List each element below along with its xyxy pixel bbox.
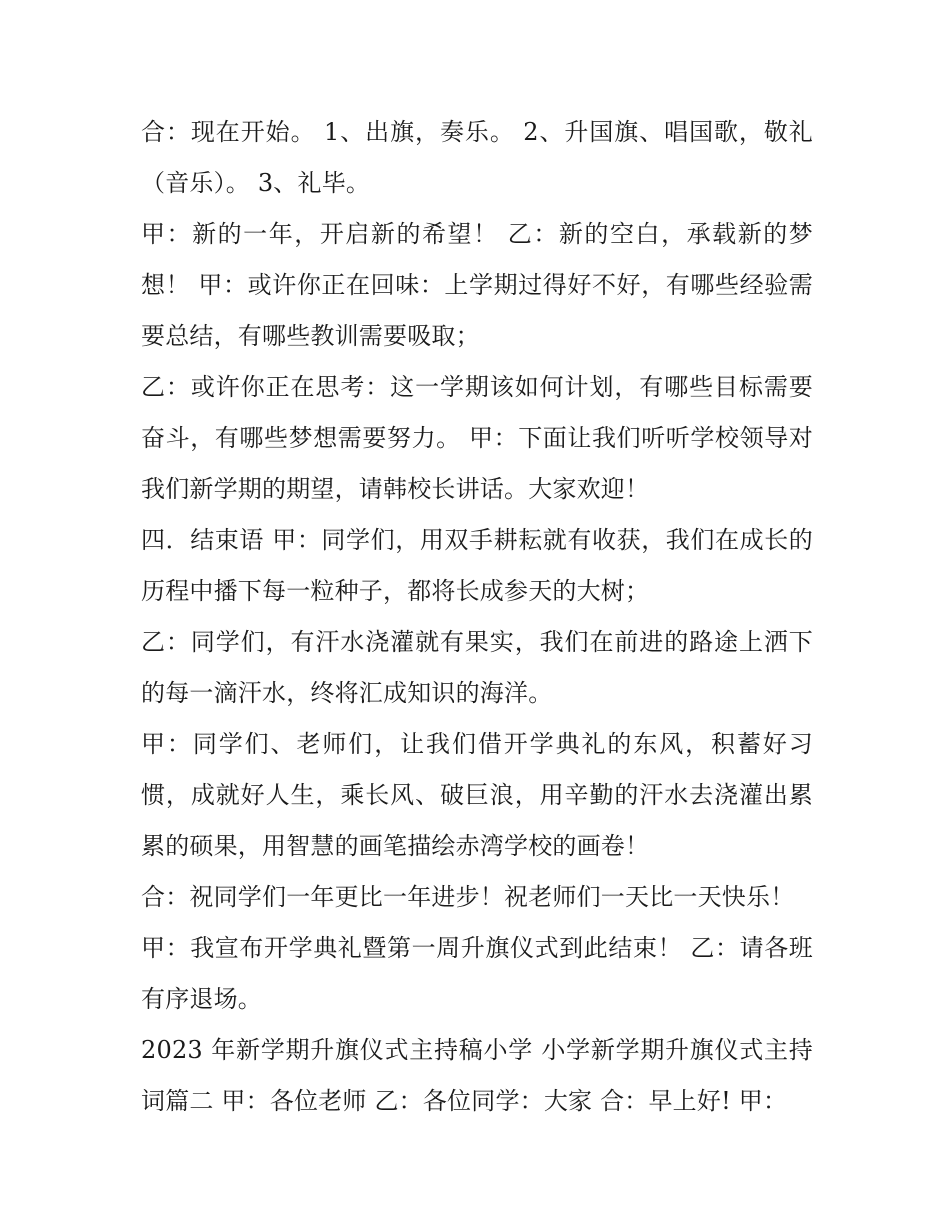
paragraph-sweat: 乙：同学们，有汗水浇灌就有果实，我们在前进的路途上洒下的每一滴汗水，终将汇成知识的海洋。 <box>141 628 813 707</box>
paragraph-new-year: 甲：新的一年，开启新的希望！ 乙：新的空白，承载新的梦想！ 甲：或许你正在回味：上学期过得好不好，有哪些经验需要总结，有哪些教训需要吸取； <box>141 220 813 350</box>
paragraph-closing-words: 四．结束语 甲：同学们，用双手耕耘就有收获，我们在成长的历程中播下每一粒种子，都将长成参天的大树； <box>141 526 813 605</box>
paragraph-second-script: 2023 年新学期升旗仪式主持稿小学 小学新学期升旗仪式主持词篇二 甲：各位老师 乙：各位同学：大家 合：早上好! 甲： <box>141 1036 813 1115</box>
paragraph-habits: 甲：同学们、老师们，让我们借开学典礼的东风，积蓄好习惯，成就好人生，乘长风、破巨浪，用辛勤的汗水去浇灌出累累的硕果，用智慧的画笔描绘赤湾学校的画卷！ <box>141 730 813 860</box>
document-body <box>141 107 813 1127</box>
paragraph-opening: 合：现在开始。 1、出旗，奏乐。 2、升国旗、唱国歌，敬礼（音乐）。 3、礼毕。 <box>141 118 813 197</box>
paragraph-wishes: 合：祝同学们一年更比一年进步！祝老师们一天比一天快乐！ <box>141 883 795 911</box>
paragraph-announcement: 甲：我宣布开学典礼暨第一周升旗仪式到此结束！ 乙：请各班有序退场。 <box>141 934 813 1013</box>
paragraph-thinking: 乙：或许你正在思考：这一学期该如何计划，有哪些目标需要奋斗，有哪些梦想需要努力。 甲：下面让我们听听学校领导对我们新学期的期望，请韩校长讲话。大家欢迎！ <box>141 373 813 503</box>
